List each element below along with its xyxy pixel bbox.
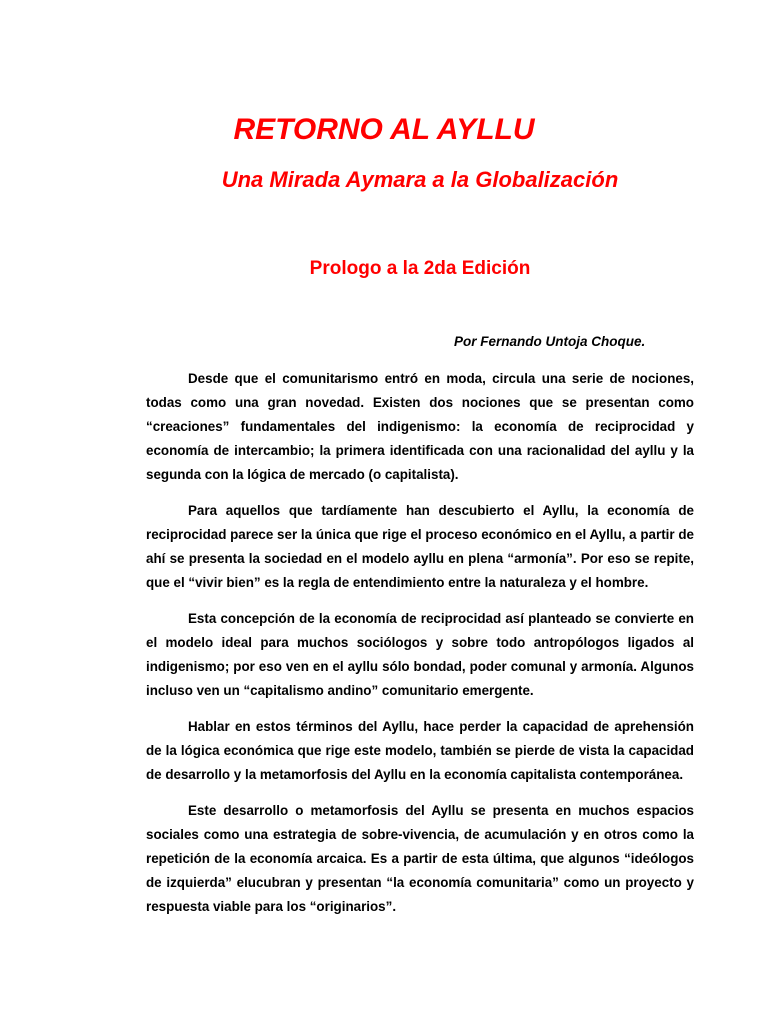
paragraph-3: Esta concepción de la economía de reciprocidad así planteado se convierte en el modelo ideal para muchos sociólogos y sobre todo antropólogos ligados al indigenismo; por eso ven en el ayllu sólo bondad, poder comunal y armonía. Algunos incluso ven un “capitalismo andino” comunitario emergente.	[146, 611, 694, 698]
document-subtitle: Una Mirada Aymara a la Globalización	[221, 167, 619, 192]
section-title: Prologo a la 2da Edición	[309, 258, 531, 279]
paragraph-4: Hablar en estos términos del Ayllu, hace perder la capacidad de aprehensión de la lógica económica que rige este modelo, también se pierde de vista la capacidad de desarrollo y la metamorfosis del Ayllu en la economía capitalista contemporánea.	[146, 719, 694, 782]
paragraph-1: Desde que el comunitarismo entró en moda, circula una serie de nociones, todas como una gran novedad. Existen dos nociones que se presentan como “creaciones” fundamentales del indigenismo: la economía de reciprocidad y economía de intercambio; la primera identificada con una racionalidad del ayllu y la segunda con la lógica de mercado (o capitalista).	[146, 371, 694, 482]
author-line: Por Fernando Untoja Choque.	[454, 334, 646, 349]
paragraph-2: Para aquellos que tardíamente han descubierto el Ayllu, la economía de reciprocidad parece ser la única que rige el proceso económico en el Ayllu, a partir de ahí se presenta la sociedad en el modelo ayllu en plena “armonía”. Por eso se repite, que el “vivir bien” es la regla de entendimiento entre la naturaleza y el hombre.	[146, 503, 694, 590]
paragraph-5: Este desarrollo o metamorfosis del Ayllu se presenta en muchos espacios sociales como una estrategia de sobre-vivencia, de acumulación y en otros como la repetición de la economía arcaica. Es a partir de esta última, que algunos “ideólogos de izquierda” elucubran y presentan “la economía comunitaria” como un proyecto y respuesta viable para los “originarios”.	[146, 803, 694, 914]
body-text	[146, 367, 694, 931]
document-title: RETORNO AL AYLLU	[233, 113, 535, 146]
